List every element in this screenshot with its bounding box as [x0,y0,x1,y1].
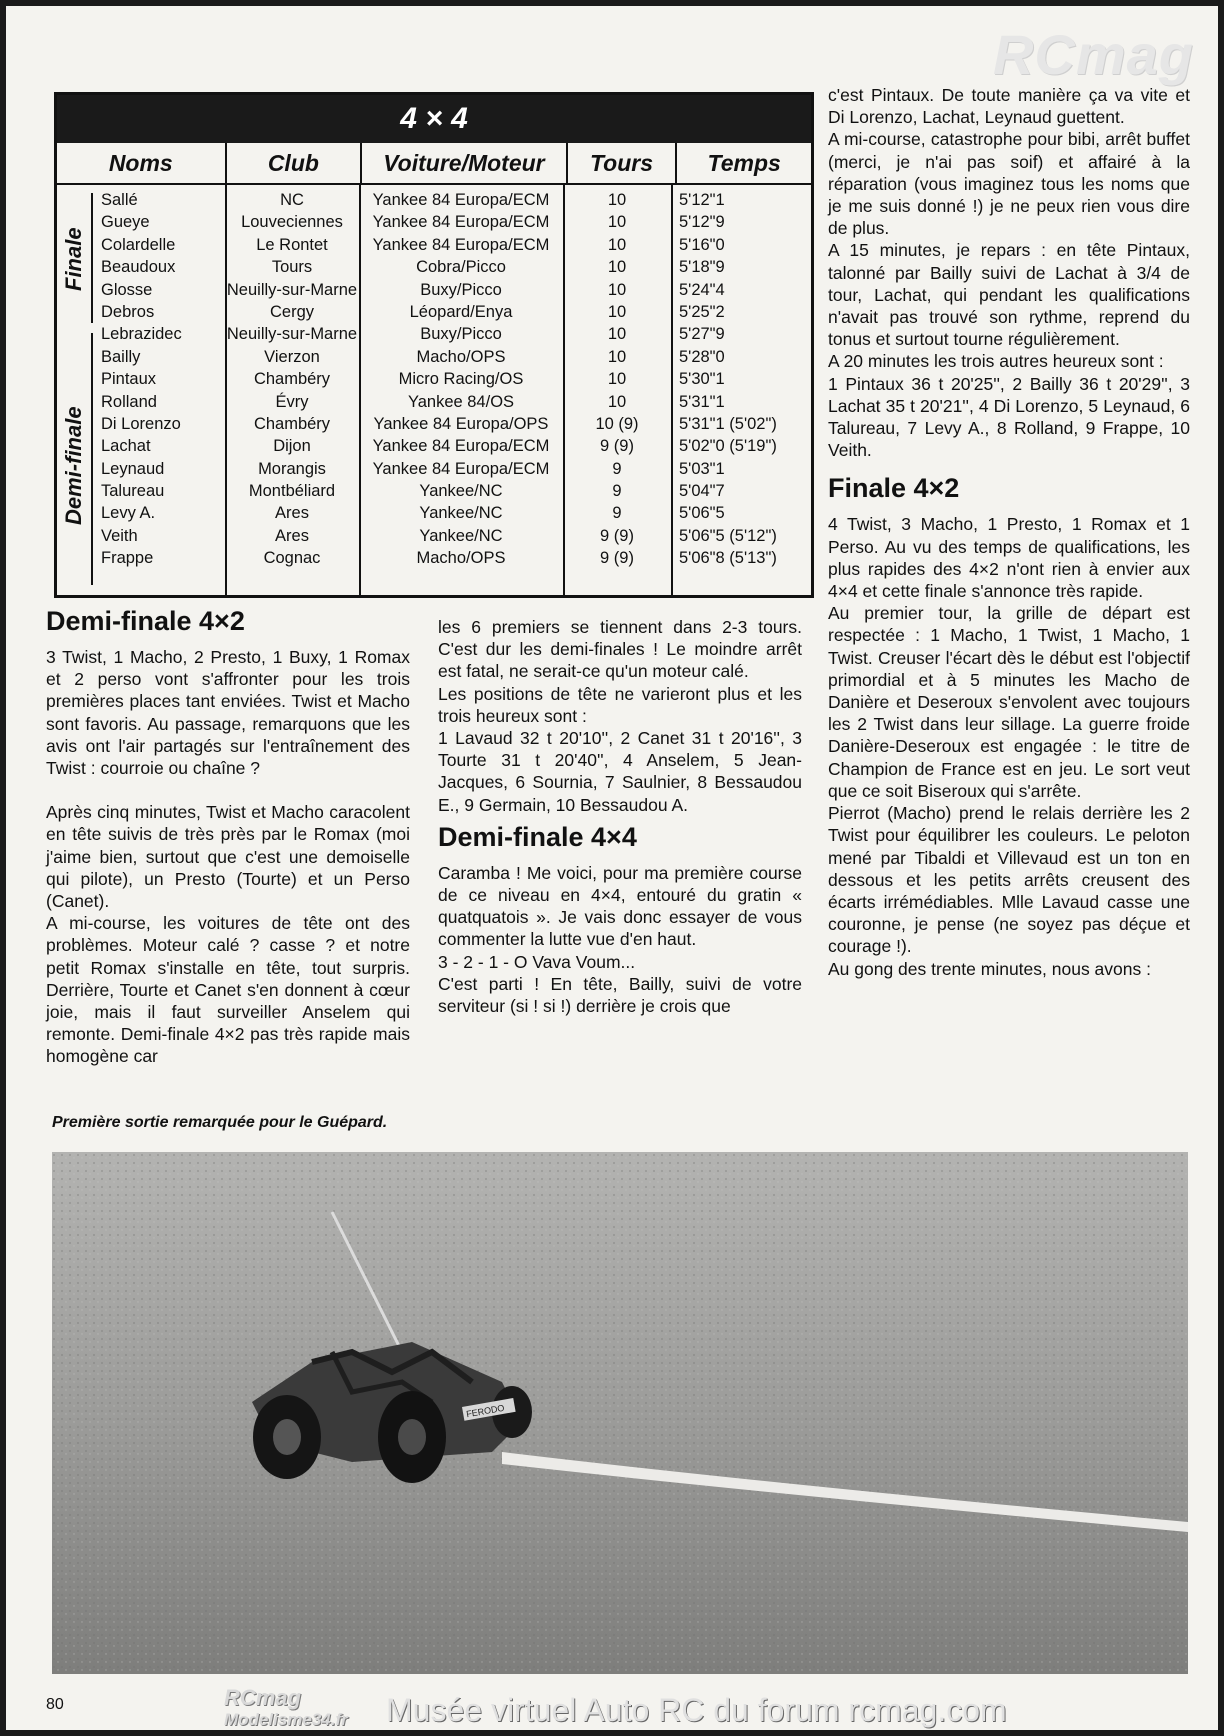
table-row [57,413,811,435]
table-row [57,480,811,502]
buggy-photo-illustration [52,1152,1188,1674]
cell-name: Colardelle [101,235,176,254]
table-row [57,435,811,457]
cell-car-engine: Micro Racing/OS [398,370,524,389]
table-row [57,234,811,256]
footer-rcmag-logo: RCmag [224,1685,302,1710]
table-row [57,189,811,211]
cell-name: Pintaux [101,370,157,389]
paragraph: Pierrot (Macho) prend le relais derrière les 2 Twist pour équilibrer les couleurs. Le peloton mené par Tibaldi et Villevaud est un ton en dessous et les petits arrêts creusent des écarts irrémédiables. Mlle Lavaud casse une couronne, je pense (ne soyez pas déçue et courage !). [828,803,1190,957]
cell-time: 5'28"0 [679,347,725,366]
cell-car-engine: Yankee 84 Europa/ECM [372,213,550,232]
table-row [57,256,811,278]
cell-laps: 10 [607,258,627,277]
cell-club: Louveciennes [241,213,343,232]
cell-club: Cergy [269,302,314,321]
cell-name: Frappe [101,549,154,568]
cell-car-engine: Yankee/NC [419,526,503,545]
cell-name: Debros [101,302,155,321]
cell-laps: 9 [612,459,622,478]
paragraph: Au gong des trente minutes, nous avons : [828,958,1151,979]
footer-modelisme-logo: Modelisme34.fr [224,1710,348,1729]
cell-name: Glosse [101,280,153,299]
cell-name: Lebrazidec [101,325,182,344]
cell-laps: 10 [607,235,627,254]
table-rows [57,189,811,570]
cell-car-engine: Yankee 84/OS [407,392,515,411]
cell-name: Levy A. [101,504,156,523]
paragraph: A 15 minutes, je repars : en tête Pintaux, talonné par Bailly suivi de Lachat à 3/4 de tour, Lachat, qui pendant les qualifications n'avait pas trouvé son rythme, reprend du tonus et surtout tourne régulièrement. [828,240,1190,350]
cell-club: Neuilly-sur-Marne [226,325,358,344]
cell-car-engine: Yankee/NC [419,482,503,501]
table-row [57,368,811,390]
cell-car-engine: Yankee/NC [419,504,503,523]
cell-club: Montbéliard [248,482,336,501]
cell-time: 5'06"5 [679,504,725,523]
heading-demi-finale-4x4: Demi-finale 4×4 [438,821,637,852]
paragraph: Caramba ! Me voici, pour ma première course de ce niveau en 4×4, entouré du gratin « quatquatois ». Je vais donc essayer de vous commenter la lutte vue d'en haut. [438,862,802,950]
cell-laps: 10 [607,213,627,232]
table-row [57,346,811,368]
cell-club: NC [280,191,304,209]
table-row [57,323,811,345]
header-club: Club [227,143,363,183]
cell-time: 5'18"9 [679,258,725,277]
table-body [57,185,811,595]
table-row [57,279,811,301]
cell-time: 5'02"0 (5'19") [679,437,777,456]
paragraph: A 20 minutes les trois autres heureux sont : [828,351,1164,372]
paragraph: les 6 premiers se tiennent dans 2-3 tours. C'est dur les demi-finales ! Le moindre arrêt est fatal, ne serait-ce qu'un moteur calé. [438,617,802,682]
cell-laps: 9 (9) [600,549,634,568]
cell-name: Sallé [101,191,138,209]
cell-club: Chambéry [253,370,331,389]
cell-club: Le Rontet [256,235,328,254]
cell-club: Ares [275,526,309,545]
cell-time: 5'31"1 [679,392,725,411]
table-row [57,458,811,480]
cell-laps: 9 [612,504,622,523]
column-1 [46,600,410,1068]
header-voiture-moteur: Voiture/Moteur [362,143,567,183]
paragraph: 3 Twist, 1 Macho, 2 Presto, 1 Buxy, 1 Romax et 2 perso vont s'affronter pour les trois premières places tant enviées. Twist et Macho sont favoris. Au passage, remarquons que les avis ont l'air partagés sur l'entraînement des Twist : courroie ou chaîne ? [46,647,410,779]
table-row [57,301,811,323]
cell-car-engine: Yankee 84 Europa/OPS [373,414,549,433]
cell-car-engine: Yankee 84 Europa/ECM [372,437,550,456]
cell-time: 5'03"1 [679,459,725,478]
heading-demi-finale-4x2: Demi-finale 4×2 [46,606,245,636]
cell-car-engine: Yankee 84 Europa/ECM [372,191,550,209]
header-noms: Noms [57,143,227,183]
cell-car-engine: Macho/OPS [416,549,506,568]
photo-caption: Première sortie remarquée pour le Guépard. [52,1114,388,1131]
cell-club: Ares [275,504,309,523]
heading-finale-4x2: Finale 4×2 [828,473,960,504]
cell-club: Évry [275,392,309,411]
cell-laps: 10 [607,302,627,321]
table-row [57,547,811,569]
cell-time: 5'06"8 (5'13") [679,549,777,568]
cell-car-engine: Léopard/Enya [409,302,513,321]
cell-car-engine: Buxy/Picco [420,325,502,344]
phase-label-demi-finale: Demi-finale [61,406,86,525]
cell-name: Gueye [101,213,150,232]
table-header-row [57,143,811,185]
cell-laps: 10 [607,191,627,209]
cell-time: 5'31"1 (5'02") [679,414,777,433]
cell-club: Vierzon [264,347,320,366]
cell-name: Talureau [101,482,165,501]
cell-club: Morangis [258,459,326,478]
cell-time: 5'12"1 [679,191,725,209]
cell-laps: 10 [607,347,627,366]
paragraph: 4 Twist, 3 Macho, 1 Presto, 1 Romax et 1 Perso. Au vu des temps de qualifications, les plus rapides des 4×2 n'ont rien à envier aux 4×4 et cette finale s'annonce très rapide. [828,514,1190,602]
page-number: 80 [46,1696,64,1713]
column-3 [828,84,1190,980]
cell-club: Neuilly-sur-Marne [226,280,358,299]
cell-car-engine: Yankee 84 Europa/ECM [372,235,550,254]
cell-time: 5'30"1 [679,370,725,389]
table-row [57,211,811,233]
cell-laps: 10 [607,370,627,389]
cell-car-engine: Buxy/Picco [420,280,502,299]
cell-time: 5'25"2 [679,302,725,321]
table-row [57,391,811,413]
paragraph: c'est Pintaux. De toute manière ça va vite et Di Lorenzo, Lachat, Leynaud guettent. [828,85,1190,128]
table-title: 4 × 4 [57,95,811,143]
cell-laps: 9 (9) [600,437,634,456]
cell-name: Leynaud [101,459,165,478]
header-temps: Temps [707,150,781,176]
rcmag-watermark: RCmag [992,23,1194,86]
cell-name: Di Lorenzo [101,414,181,433]
cell-car-engine: Cobra/Picco [416,258,506,277]
column-2 [438,616,802,1017]
cell-laps: 10 [607,392,627,411]
cell-laps: 9 [612,482,622,501]
paragraph: 3 - 2 - 1 - O Vava Voum... [438,951,636,972]
cell-time: 5'04"7 [679,482,725,501]
paragraph: 1 Pintaux 36 t 20'25'', 2 Bailly 36 t 20'29'', 3 Lachat 35 t 20'21'', 4 Di Lorenzo, 5 Leynaud, 6 Talureau, 7 Levy A., 8 Rolland, 9 Frappe, 10 Veith. [828,373,1190,461]
cell-time: 5'24"4 [679,280,725,299]
cell-car-engine: Yankee 84 Europa/ECM [372,459,550,478]
results-table [54,92,814,598]
cell-club: Dijon [273,437,311,456]
cell-laps: 10 (9) [595,414,639,433]
phase-label-finale: Finale [61,227,86,291]
table-row [57,525,811,547]
cell-time: 5'12"9 [679,213,725,232]
cell-name: Rolland [101,392,157,411]
paragraph: Les positions de tête ne varieront plus et les trois heureux sont : [438,683,802,726]
paragraph: A mi-course, les voitures de tête ont des problèmes. Moteur calé ? casse ? et notre petit Romax s'installe en tête, tout surpris. Derrière, Tourte et Canet s'en donnent à cœur joie, mais il faut surveiller Anselem qui remonte. Demi-finale 4×2 pas très rapide mais homogène car [46,913,410,1067]
race-photo [52,1152,1188,1674]
paragraph: A mi-course, catastrophe pour bibi, arrêt buffet (merci, je n'ai pas soif) et affairé à la réparation (vous imaginez tous les noms que je me suis donné !) je ne peux rien vous dire de plus. [828,129,1190,239]
cell-club: Cognac [263,549,321,568]
paragraph: Après cinq minutes, Twist et Macho caracolent en tête suivis de très près par le Romax (moi j'aime bien, surtout que c'est une demoiselle qui pilote), un Presto (Tourte) et un Perso (Canet). [46,802,410,912]
cell-laps: 10 [607,280,627,299]
cell-laps: 10 [607,325,627,344]
cell-name: Beaudoux [101,258,176,277]
footer-museum-text: Musée virtuel Auto RC du forum rcmag.com [386,1692,1007,1728]
paragraph: 1 Lavaud 32 t 20'10'', 2 Canet 31 t 20'16'', 3 Tourte 31 t 20'40'', 4 Anselem, 5 Jean-Jacques, 6 Sournia, 7 Saulnier, 8 Bessaudou E., 9 Germain, 10 Bessaudou A. [438,728,802,815]
cell-name: Lachat [101,437,151,456]
header-tours: Tours [568,143,678,183]
table-row [57,502,811,524]
magazine-page [6,6,1218,1730]
cell-laps: 9 (9) [600,526,634,545]
cell-car-engine: Macho/OPS [416,347,506,366]
cell-club: Tours [271,258,313,277]
cell-name: Veith [101,526,138,545]
cell-club: Chambéry [253,414,331,433]
cell-name: Bailly [101,347,141,366]
ferodo-sign: FERODO [465,1402,506,1420]
cell-time: 5'06"5 (5'12") [679,526,777,545]
cell-time: 5'16"0 [679,235,725,254]
cell-time: 5'27"9 [679,325,725,344]
paragraph: C'est parti ! En tête, Bailly, suivi de votre serviteur (si ! si !) derrière je crois que [438,973,802,1017]
paragraph: Au premier tour, la grille de départ est respectée : 1 Macho, 1 Twist, 1 Macho, 1 Twist. Creuser l'écart dès le début est l'objectif primordial et à 5 minutes les Macho de Danière et Deseroux s'envolent avec toujours les 2 Twist dans leur sillage. La guerre froide Danière-Deseroux est engagée : le titre de Champion de France est en jeu. Le sort veut que ce soit Biseroux qui s'arrête. [828,603,1190,801]
